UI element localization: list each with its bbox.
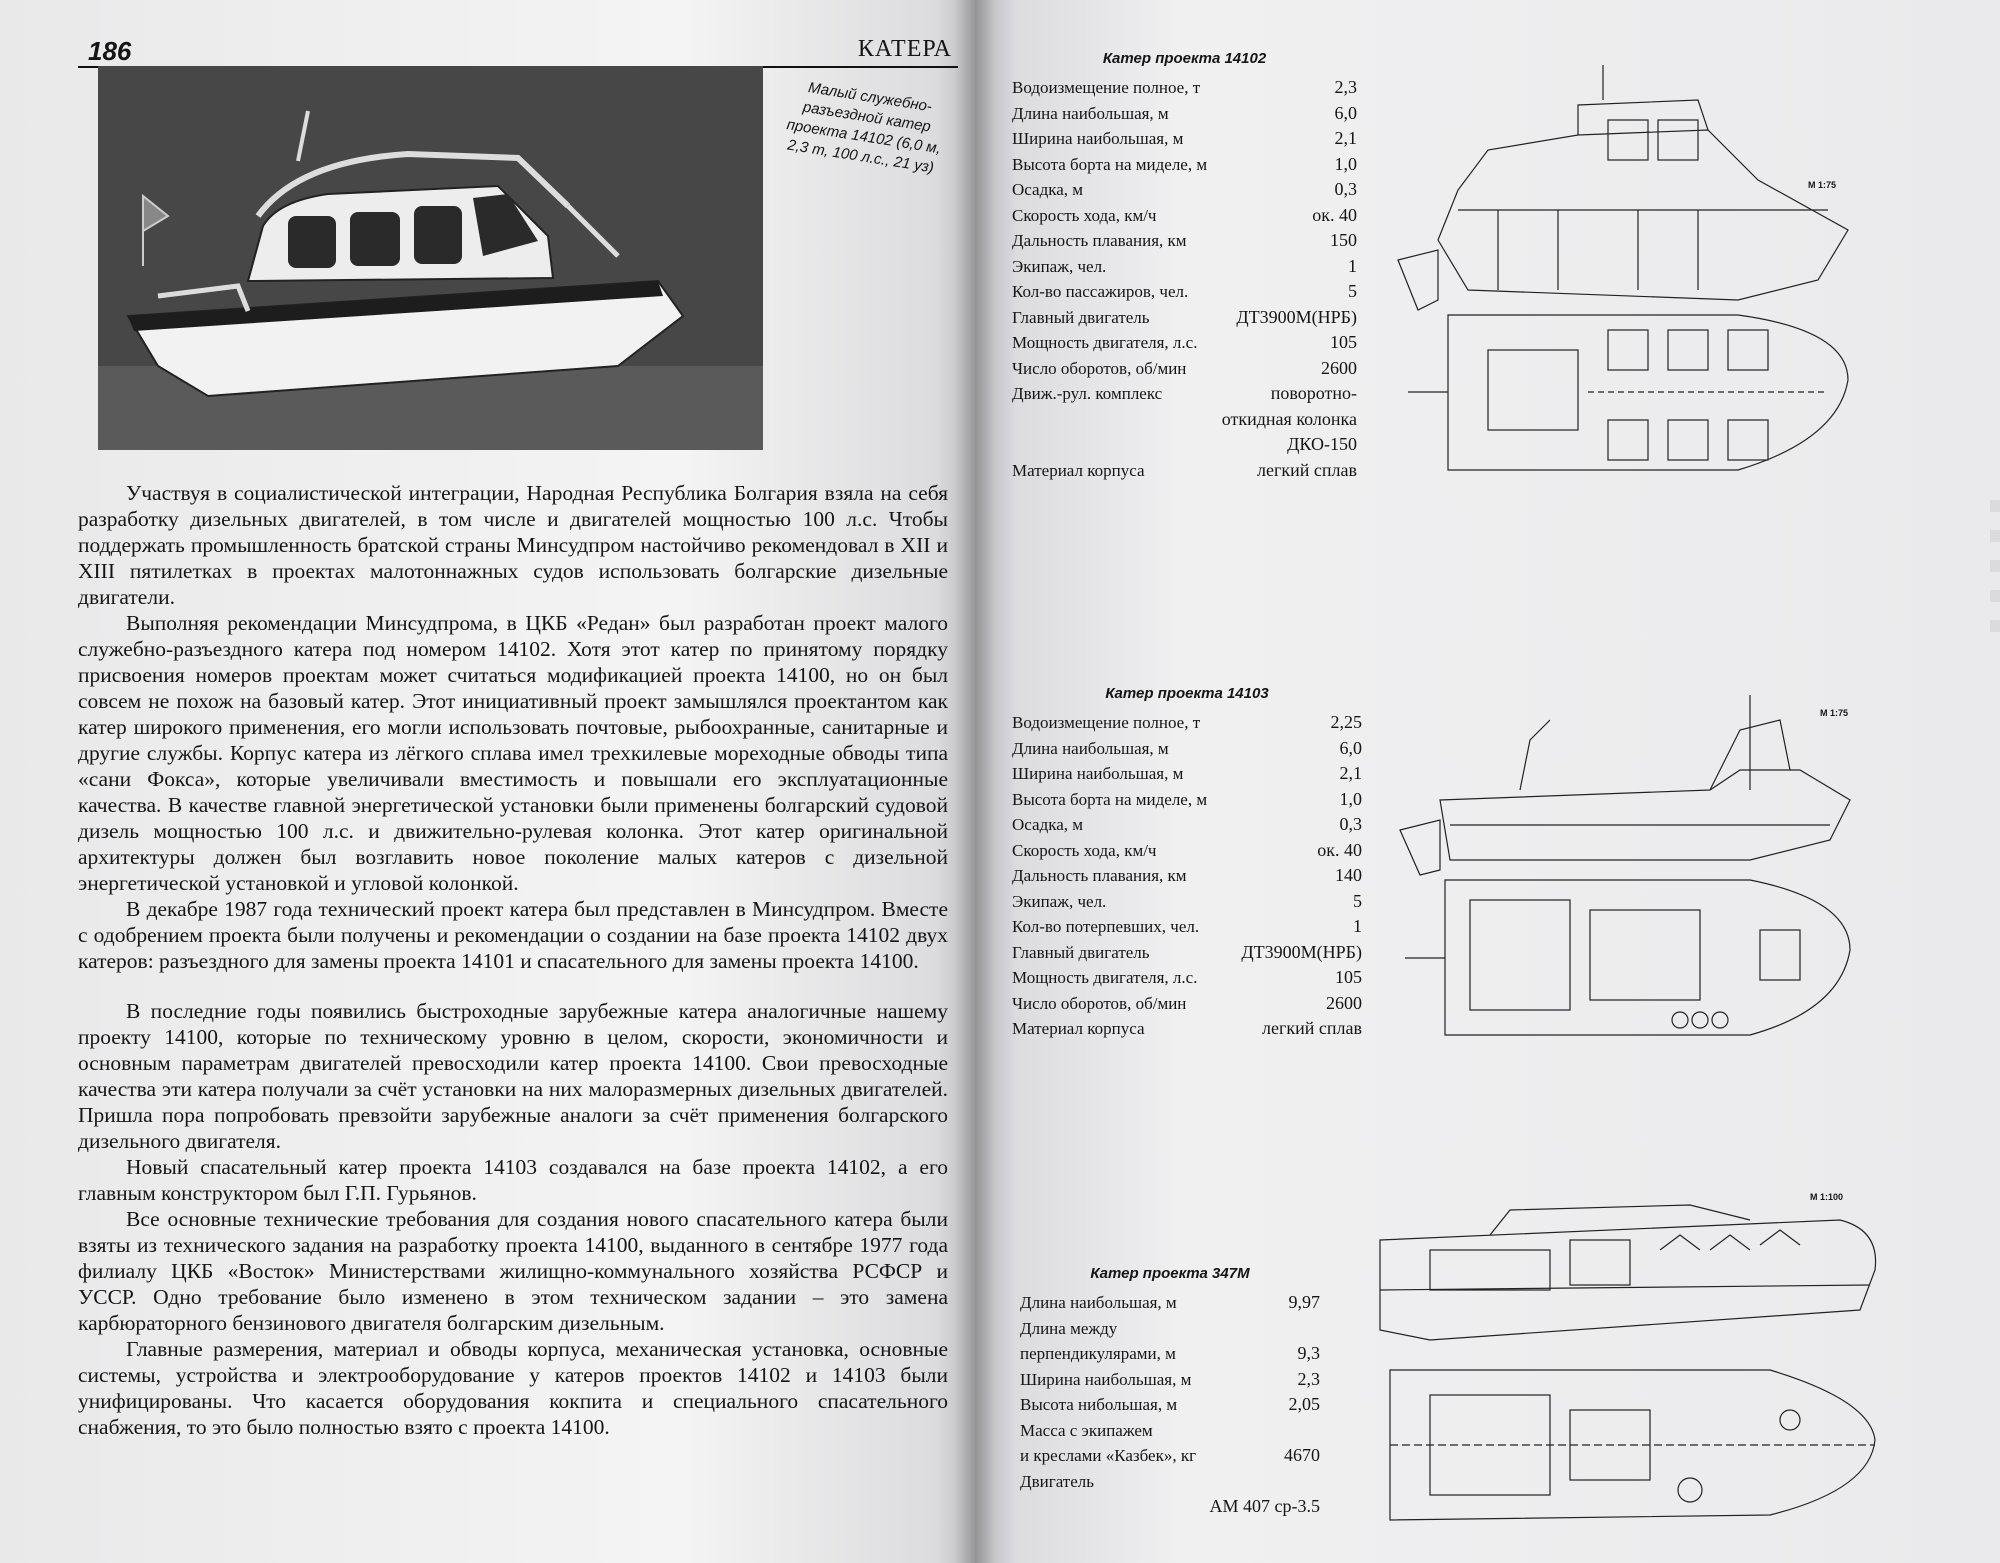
- spec-row: [1012, 458, 1357, 484]
- spec-value: 2,1: [1334, 128, 1357, 148]
- bleed-through: [1990, 530, 2000, 542]
- spec-label: Длина между: [1020, 1318, 1118, 1338]
- running-title: КАТЕРА: [857, 36, 952, 62]
- spec-value: 5: [1348, 281, 1357, 301]
- spec-value: 0,3: [1334, 179, 1357, 199]
- article-body: [78, 480, 948, 1440]
- spec-value: ок. 40: [1312, 204, 1357, 225]
- spec-row: [1020, 1392, 1320, 1418]
- spec-row: [1020, 1290, 1320, 1316]
- spec-value: 105: [1330, 332, 1357, 352]
- spec-label: Ширина наибольшая, м: [1012, 764, 1184, 783]
- spec-value: 1,0: [1339, 788, 1362, 809]
- spec-label: Высота борта на миделе, м: [1012, 154, 1208, 174]
- spec-row: [1020, 1341, 1320, 1367]
- spec-row: [1012, 736, 1362, 762]
- paragraph: Участвуя в социалистической интеграции, Народная Республика Болгария взяла на себя разработку дизельных двигателей, в том числе и двигателей мощностью 100 л.с. Чтобы поддержать промышленность братской страны Минсудпром настойчиво рекомендовал в XII и XIII пятилетках в проектах малотоннажных судов использовать болгарские дизельные двигатели.: [78, 481, 948, 609]
- spec-label: Кол-во пассажиров, чел.: [1012, 282, 1189, 301]
- spec-label: Число оборотов, об/мин: [1012, 358, 1187, 378]
- spec-label: Двигатель: [1020, 1471, 1095, 1491]
- bleed-through: [1990, 590, 2000, 602]
- bleed-through: [1990, 620, 2000, 632]
- spec-row: [1020, 1316, 1320, 1342]
- spec-table-14102: [1012, 50, 1357, 483]
- spec-row: [1012, 432, 1357, 458]
- spec-value: 2600: [1321, 357, 1357, 378]
- spec-label: Материал корпуса: [1012, 1019, 1145, 1038]
- spec-label: Кол-во потерпевших, чел.: [1012, 917, 1200, 936]
- spec-title: Катер проекта 347М: [1090, 1265, 1250, 1282]
- spec-value: 2,3: [1334, 77, 1357, 97]
- spec-label: Водоизмещение полное, т: [1012, 713, 1201, 732]
- spec-value: 6,0: [1334, 102, 1357, 123]
- spec-value: 9,97: [1288, 1292, 1320, 1312]
- spec-title: Катер проекта 14103: [1105, 685, 1269, 702]
- spec-label: Дальность плавания, км: [1012, 866, 1187, 885]
- spec-value: 150: [1330, 230, 1357, 250]
- spec-row: [1012, 356, 1357, 382]
- spec-value: 2,25: [1330, 712, 1362, 732]
- spec-row: [1020, 1469, 1320, 1495]
- spec-row: [1012, 710, 1362, 736]
- drawing-347m: [1370, 1190, 1890, 1530]
- page-number: 186: [88, 36, 132, 66]
- page-header: [78, 32, 958, 68]
- spec-value: легкий сплав: [1257, 459, 1357, 480]
- spec-label: Масса с экипажем: [1020, 1420, 1153, 1440]
- drawing-14103: [1380, 690, 1860, 1080]
- spec-row: [1012, 228, 1357, 254]
- spec-row: [1012, 407, 1357, 433]
- spec-row: [1012, 889, 1362, 915]
- spec-label: Ширина наибольшая, м: [1020, 1369, 1192, 1389]
- spec-row: [1020, 1367, 1320, 1393]
- spec-row: [1012, 305, 1357, 331]
- spec-label: Скорость хода, км/ч: [1012, 205, 1157, 225]
- spec-value: 6,0: [1339, 737, 1362, 758]
- spec-label: Главный двигатель: [1012, 307, 1150, 327]
- spec-row: [1012, 101, 1357, 127]
- spec-row: [1012, 787, 1362, 813]
- spec-value: 2,3: [1297, 1368, 1320, 1389]
- drawing-14102: [1378, 60, 1858, 500]
- spec-row: [1020, 1418, 1320, 1444]
- spec-value: 2,1: [1339, 763, 1362, 783]
- spec-label: Число оборотов, об/мин: [1012, 993, 1187, 1013]
- spec-value: 9,3: [1297, 1343, 1320, 1363]
- spec-row: [1012, 330, 1357, 356]
- spec-value: ДТ3900М(НРБ): [1241, 941, 1362, 962]
- spec-value: ок. 40: [1317, 839, 1362, 860]
- spec-row: [1012, 177, 1357, 203]
- spec-value: ДКО-150: [1287, 434, 1357, 454]
- spec-label: Экипаж, чел.: [1012, 891, 1107, 911]
- spec-value: легкий сплав: [1262, 1018, 1362, 1038]
- spec-row: [1012, 152, 1357, 178]
- spec-label: Скорость хода, км/ч: [1012, 840, 1157, 860]
- spec-value: откидная колонка: [1221, 408, 1357, 429]
- spec-value: 2600: [1326, 992, 1362, 1013]
- spec-row: [1012, 838, 1362, 864]
- spec-value: 0,3: [1339, 814, 1362, 834]
- spec-label: Длина наибольшая, м: [1012, 738, 1169, 758]
- paragraph: В последние годы появились быстроходные зарубежные катера аналогичные нашему проекту 14100, которые по техническому уровню в целом, скорости, экономичности и основным параметрам двигателей превосходили катер проекта 14100. Свои превосходные качества эти катера получали за счёт установки на них малоразмерных дизельных двигателей. Пришла пора попробовать превзойти зарубежные аналоги за счёт применения болгарского дизельного двигателя.: [78, 999, 948, 1153]
- paragraph: Выполняя рекомендации Минсудпрома, в ЦКБ «Редан» был разработан проект малого служебно-разъездного катера под номером 14102. Хотя этот катер по принятому порядку присвоения номеров проектам может считаться модификацией проекта 14100, но он был совсем не похож на базовый катер. Этот инициативный проект замышлялся проектантом как катер широкого применения, его могли использовать почтовые, рыбоохранные, санитарные и другие службы. Корпус катера из лёгкого сплава имел трехкилевые мореходные обводы типа «сани Фокса», которые увеличивали вместимость и повышали его эксплуатационные качества. В качестве главной энергетической установки были применены болгарский судовой дизель мощностью 100 л.с. и движительно-рулевая колонка. Этот катер оригинальной архитектуры должен был возглавить новое поколение малых катеров с дизельной энергетической установкой и угловой колонкой.: [78, 611, 948, 895]
- spec-row: [1012, 863, 1362, 889]
- photo-caption: Малый служебно-разъездной катер проекта 14102 (6,0 м, 2,3 т, 100 л.с., 21 уз): [785, 79, 942, 177]
- spec-value: поворотно-: [1270, 383, 1357, 403]
- spec-value: 5: [1353, 890, 1362, 911]
- spec-row: [1012, 812, 1362, 838]
- spec-label: Мощность двигателя, л.с.: [1012, 968, 1198, 987]
- spec-row: [1012, 254, 1357, 280]
- spec-label: Осадка, м: [1012, 815, 1084, 834]
- spec-row: [1012, 75, 1357, 101]
- spec-value: 4670: [1284, 1445, 1320, 1465]
- spec-label: Экипаж, чел.: [1012, 256, 1107, 276]
- spec-label: Осадка, м: [1012, 180, 1084, 199]
- scale-label: М 1:100: [1810, 1192, 1844, 1202]
- spec-label: Водоизмещение полное, т: [1012, 78, 1201, 97]
- book-gutter: [955, 0, 995, 1563]
- spec-value: АМ 407 ср-3.5: [1209, 1496, 1320, 1516]
- spec-value: 1: [1353, 916, 1362, 936]
- scale-label: М 1:75: [1808, 180, 1837, 190]
- spec-row: [1012, 381, 1357, 407]
- spec-row: [1012, 914, 1362, 940]
- left-page: [0, 0, 975, 1563]
- spec-row: [1012, 203, 1357, 229]
- spec-row: [1012, 279, 1357, 305]
- paragraph: Новый спасательный катер проекта 14103 создавался на базе проекта 14102, а его главным конструктором был Г.П. Гурьянов.: [78, 1155, 948, 1205]
- spec-table-347m: [1020, 1265, 1320, 1520]
- spec-value: 1,0: [1334, 153, 1357, 174]
- bleed-through: [1990, 500, 2000, 512]
- spec-row: [1012, 991, 1362, 1017]
- spec-label: Мощность двигателя, л.с.: [1012, 333, 1198, 352]
- paragraph: В декабре 1987 года технический проект катера был представлен в Минсудпром. Вместе с одобрением проекта были получены и рекомендации о создании на базе проекта 14102 двух катеров: разъездного для замены проекта 14101 и спасательного для замены проекта 14100.: [78, 897, 948, 973]
- spec-label: Высота борта на миделе, м: [1012, 789, 1208, 809]
- spec-label: Высота нибольшая, м: [1020, 1395, 1178, 1414]
- spec-title: Катер проекта 14102: [1102, 50, 1267, 67]
- scale-label: М 1:75: [1820, 708, 1849, 718]
- spec-value: 140: [1335, 865, 1362, 885]
- bleed-through: [1990, 560, 2000, 572]
- spec-table-14103: [1012, 685, 1362, 1042]
- spec-row: [1012, 761, 1362, 787]
- spec-row: [1012, 940, 1362, 966]
- spec-label: Главный двигатель: [1012, 942, 1150, 962]
- boat-photo: [98, 66, 763, 450]
- spec-label: и креслами «Казбек», кг: [1020, 1446, 1197, 1465]
- spec-label: перпендикулярами, м: [1020, 1344, 1176, 1363]
- spec-label: Дальность плавания, км: [1012, 231, 1187, 250]
- spec-value: 105: [1335, 967, 1362, 987]
- spec-row: [1020, 1443, 1320, 1469]
- spec-label: Материал корпуса: [1012, 460, 1145, 480]
- spec-row: [1012, 965, 1362, 991]
- spec-label: Движ.-рул. комплекс: [1012, 384, 1163, 403]
- spec-label: Ширина наибольшая, м: [1012, 129, 1184, 148]
- spec-value: 2,05: [1288, 1394, 1320, 1414]
- spec-label: Длина наибольшая, м: [1012, 103, 1169, 123]
- spec-row: [1020, 1494, 1320, 1520]
- paragraph: Все основные технические требования для создания нового спасательного катера были взяты из технического задания на разработку проекта 14100, выданного в сентябре 1977 года филиалу ЦКБ «Восток» Министерствами жилищно-коммунального хозяйства РСФСР и УССР. Одно требование было изменено в этом техническом задании – это замена карбюраторного бензинового двигателя болгарским дизельным.: [78, 1207, 948, 1335]
- spec-value: 1: [1348, 255, 1357, 276]
- spec-label: Длина наибольшая, м: [1020, 1293, 1177, 1312]
- spec-value: ДТ3900М(НРБ): [1236, 306, 1357, 327]
- paragraph: Главные размерения, материал и обводы корпуса, механическая установка, основные системы, устройства и электрооборудование у катеров проектов 14102 и 14103 были унифицированы. Что касается оборудования кокпита и специального спасательного снабжения, то это было полностью взято с проекта 14100.: [78, 1337, 948, 1439]
- spec-row: [1012, 1016, 1362, 1042]
- spec-row: [1012, 126, 1357, 152]
